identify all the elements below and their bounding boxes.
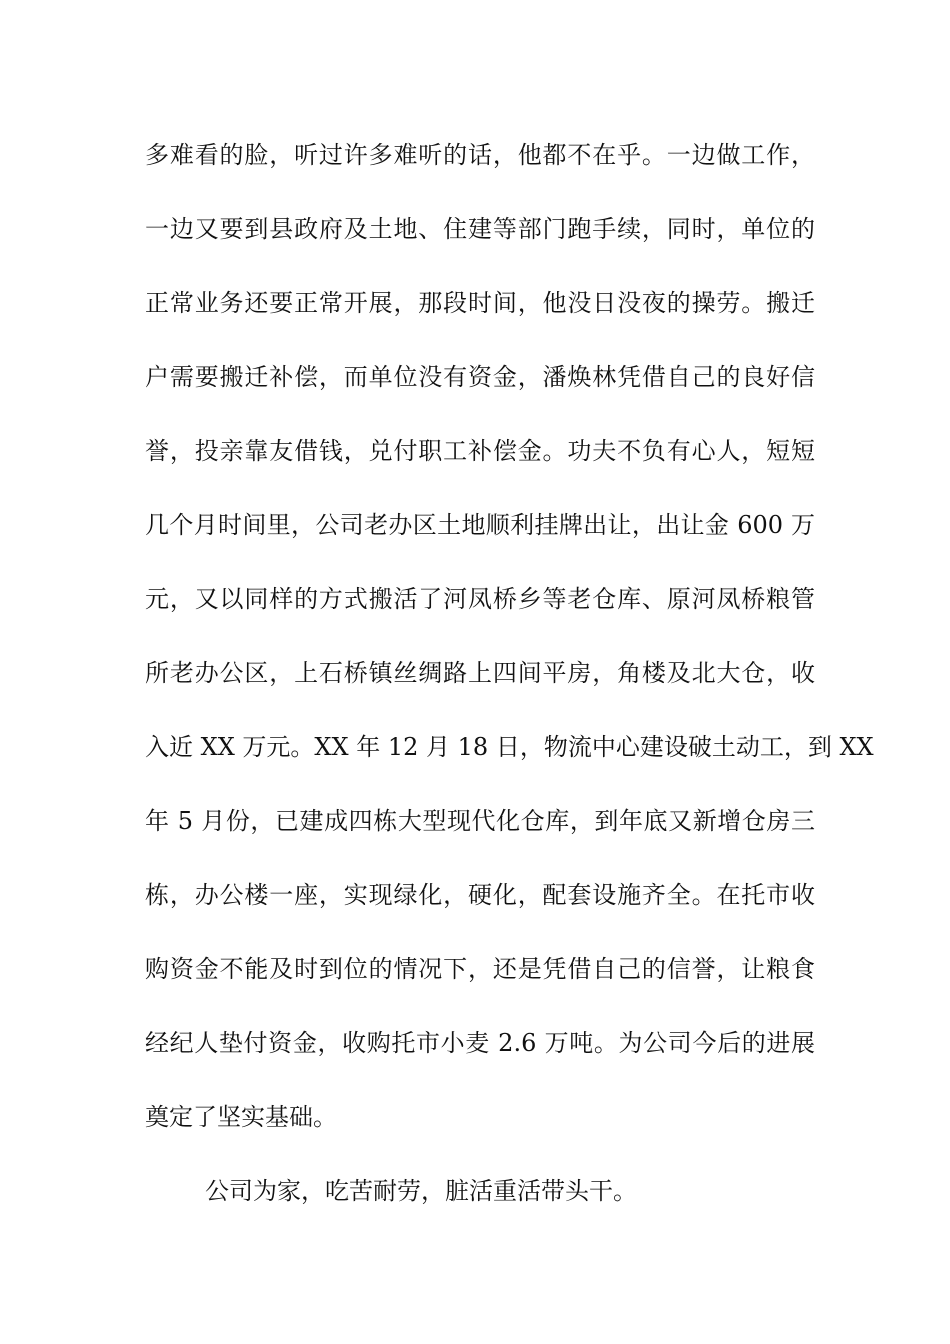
text-line: 栋，办公楼一座，实现绿化，硬化，配套设施齐全。在托市收: [145, 881, 815, 909]
text-line: 经纪人垫付资金，收购托市小麦 2.6 万吨。为公司今后的进展: [145, 1029, 815, 1057]
text-line: 多难看的脸，听过许多难听的话，他都不在乎。一边做工作，: [145, 141, 815, 169]
text-line: 所老办公区，上石桥镇丝绸路上四间平房，角楼及北大仓，收: [145, 659, 815, 687]
paragraph-first-line: 公司为家，吃苦耐劳，脏活重活带头干。: [205, 1177, 637, 1205]
text-line: 几个月时间里，公司老办区土地顺利挂牌出让，出让金 600 万: [145, 511, 815, 539]
text-line: 正常业务还要正常开展，那段时间，他没日没夜的操劳。搬迁: [145, 289, 815, 317]
text-line: 购资金不能及时到位的情况下，还是凭借自己的信誉，让粮食: [145, 955, 815, 983]
text-line: 奠定了坚实基础。: [145, 1103, 337, 1131]
text-line: 一边又要到县政府及土地、住建等部门跑手续，同时，单位的: [145, 215, 815, 243]
text-line: 元，又以同样的方式搬活了河凤桥乡等老仓库、原河凤桥粮管: [145, 585, 815, 613]
text-line: 户需要搬迁补偿，而单位没有资金，潘焕林凭借自己的良好信: [145, 363, 815, 391]
text-line: 入近 XX 万元。XX 年 12 月 18 日，物流中心建设破土动工，到 XX: [145, 733, 874, 761]
text-line: 年 5 月份，已建成四栋大型现代化仓库，到年底又新增仓房三: [145, 807, 815, 835]
text-line: 誉，投亲靠友借钱，兑付职工补偿金。功夫不负有心人，短短: [145, 437, 815, 465]
